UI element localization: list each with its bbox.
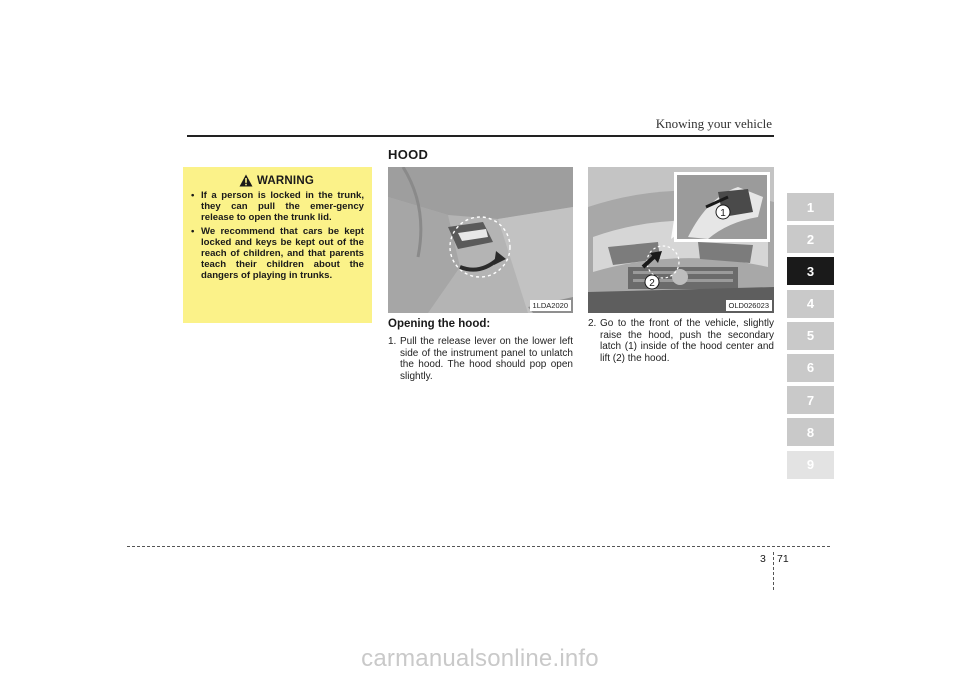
chapter-tab-7[interactable]: 7 xyxy=(787,386,834,414)
running-header: Knowing your vehicle xyxy=(655,116,772,131)
watermark: carmanualsonline.info xyxy=(361,645,599,672)
page-chapter-number: 3 xyxy=(760,553,766,565)
chapter-tab-1[interactable]: 1 xyxy=(787,193,834,221)
warning-item: • If a person is locked in the trunk, they can pull the emer-gency release to open the trunk lid. xyxy=(191,190,364,224)
hood-latch-illustration xyxy=(588,167,774,313)
opening-hood-heading: Opening the hood: xyxy=(388,318,491,330)
warning-item: • We recommend that cars be kept locked and keys be kept out of the reach of children, and that parents teach their children about the dangers of playing in trunks. xyxy=(191,225,364,282)
footer-divider xyxy=(773,552,774,590)
callout-1: 1 xyxy=(720,208,726,219)
step-text: Pull the release lever on the lower left side of the instrument panel to unlatch the hood. The hood should pop open slightly. xyxy=(400,336,573,382)
warning-triangle-icon xyxy=(239,174,253,187)
hood-release-lever-illustration xyxy=(388,167,573,313)
chapter-tabs xyxy=(787,193,834,483)
step-text: Go to the front of the vehicle, slightly raise the hood, push the secondary latch (1) inside of the hood center and lift (2) the hood. xyxy=(600,318,774,364)
chapter-tab-8[interactable]: 8 xyxy=(787,418,834,446)
step-2 xyxy=(588,318,774,364)
section-heading: HOOD xyxy=(388,147,429,162)
warning-title xyxy=(189,174,364,187)
warning-list xyxy=(191,190,364,282)
step-number: 1. xyxy=(388,336,397,347)
chapter-tab-5[interactable]: 5 xyxy=(787,322,834,350)
callout-2: 2 xyxy=(649,278,655,289)
hood-release-lever-figure xyxy=(388,167,573,313)
chapter-tab-4[interactable]: 4 xyxy=(787,290,834,318)
warning-box xyxy=(183,167,372,323)
warning-title-text: WARNING xyxy=(257,174,314,187)
figure-code: 1LDA2020 xyxy=(530,300,571,311)
figure-code: OLD026023 xyxy=(726,300,772,311)
chapter-tab-2[interactable]: 2 xyxy=(787,225,834,253)
chapter-tab-9[interactable]: 9 xyxy=(787,451,834,479)
footer-rule xyxy=(127,546,830,547)
hood-latch-figure xyxy=(588,167,774,313)
chapter-tab-3[interactable]: 3 xyxy=(787,257,834,285)
step-number: 2. xyxy=(588,318,597,329)
page-number: 71 xyxy=(777,553,789,565)
header-rule xyxy=(187,135,774,137)
step-1 xyxy=(388,336,573,382)
chapter-tab-6[interactable]: 6 xyxy=(787,354,834,382)
